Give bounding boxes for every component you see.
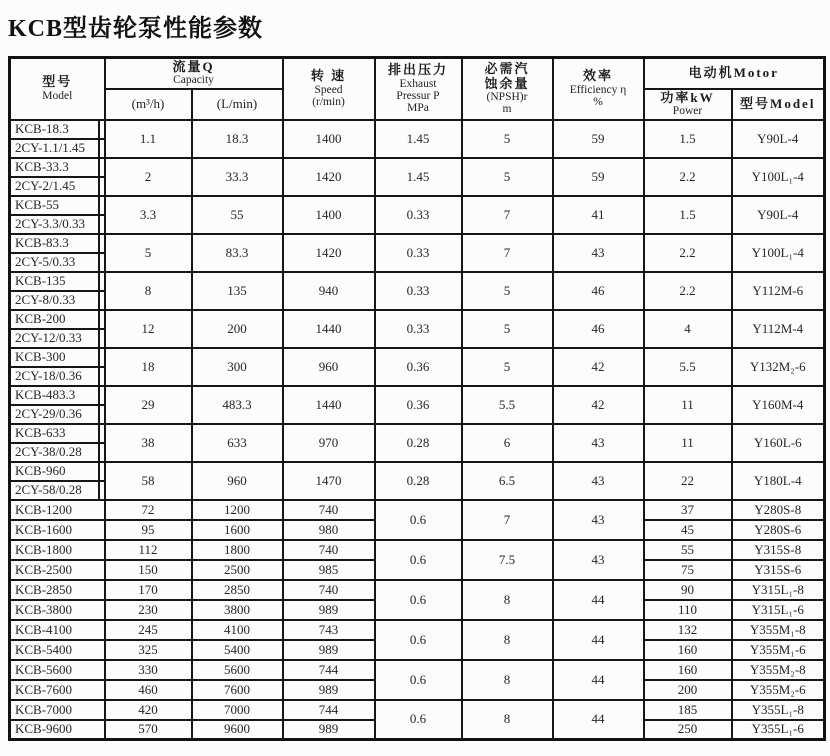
pump-row (10, 700, 825, 720)
cell-efficiency: 46 (553, 272, 644, 310)
cell-pressure: 0.6 (375, 500, 462, 540)
cell-flow-lmin: 2500 (192, 560, 283, 580)
cell-flow-lmin: 135 (192, 272, 283, 310)
cell-flow-lmin: 5600 (192, 660, 283, 680)
col-header-capacity (105, 58, 283, 89)
page-title: KCB型齿轮泵性能参数 (8, 16, 264, 42)
cell-pressure: 0.28 (375, 462, 462, 500)
cell-motor-model: Y315S-6 (732, 560, 825, 580)
table-body-top (10, 120, 825, 500)
cell-flow-m3h: 29 (105, 386, 192, 424)
cell-motor-power: 45 (644, 520, 732, 540)
cell-efficiency: 43 (553, 462, 644, 500)
col-header-lmin (192, 89, 283, 120)
cell-motor-model: Y112M-4 (732, 310, 825, 348)
cell-flow-lmin: 4100 (192, 620, 283, 640)
cell-motor-power: 11 (644, 424, 732, 462)
pump-row (10, 500, 825, 520)
cell-flow-lmin: 200 (192, 310, 283, 348)
col-header-efficiency-zh: 效率 (582, 68, 613, 84)
cell-speed: 1420 (283, 158, 375, 196)
cell-speed: 980 (283, 520, 375, 540)
cell-model-kcb: KCB-633 (10, 424, 105, 443)
cell-npsh: 6.5 (462, 462, 553, 500)
cell-npsh: 8 (462, 700, 553, 740)
cell-flow-m3h: 150 (105, 560, 192, 580)
col-header-efficiency (553, 58, 644, 120)
cell-speed: 743 (283, 620, 375, 640)
cell-efficiency: 44 (553, 580, 644, 620)
cell-motor-model: Y100L₁-4 (732, 234, 825, 272)
pump-row (10, 386, 825, 405)
cell-efficiency: 59 (553, 158, 644, 196)
col-header-model (10, 58, 105, 120)
cell-motor-model: Y132M₂-6 (732, 348, 825, 386)
col-header-m3h-label: (m³/h) (131, 96, 165, 112)
cell-pressure: 0.33 (375, 234, 462, 272)
cell-motor-model: Y90L-4 (732, 196, 825, 234)
cell-speed: 1440 (283, 386, 375, 424)
cell-flow-m3h: 95 (105, 520, 192, 540)
cell-motor-model: Y355L₁-6 (732, 720, 825, 740)
cell-motor-power: 250 (644, 720, 732, 740)
cell-speed: 1440 (283, 310, 375, 348)
cell-speed: 989 (283, 720, 375, 740)
cell-motor-power: 55 (644, 540, 732, 560)
cell-flow-m3h: 325 (105, 640, 192, 660)
cell-speed: 989 (283, 600, 375, 620)
cell-flow-m3h: 170 (105, 580, 192, 600)
col-header-power-en: Power (672, 105, 703, 118)
cell-flow-lmin: 9600 (192, 720, 283, 740)
cell-flow-m3h: 72 (105, 500, 192, 520)
cell-pressure: 0.36 (375, 386, 462, 424)
cell-flow-m3h: 5 (105, 234, 192, 272)
cell-pressure: 0.36 (375, 348, 462, 386)
cell-model-2cy: 2CY-18/0.36 (10, 367, 105, 386)
cell-model-kcb: KCB-960 (10, 462, 105, 481)
pump-row (10, 310, 825, 329)
cell-flow-lmin: 18.3 (192, 120, 283, 158)
cell-pressure: 0.33 (375, 272, 462, 310)
table-header (10, 58, 825, 120)
cell-efficiency: 44 (553, 700, 644, 740)
cell-speed: 985 (283, 560, 375, 580)
pump-row (10, 120, 825, 139)
cell-motor-power: 37 (644, 500, 732, 520)
cell-flow-m3h: 570 (105, 720, 192, 740)
col-header-pressure-zh: 排出压力 (387, 62, 448, 78)
col-header-npsh-unit: m (502, 103, 512, 116)
cell-flow-lmin: 960 (192, 462, 283, 500)
cell-model-2cy: 2CY-29/0.36 (10, 405, 105, 424)
cell-speed: 744 (283, 660, 375, 680)
cell-npsh: 6 (462, 424, 553, 462)
cell-model-2cy: 2CY-12/0.33 (10, 329, 105, 348)
col-header-capacity-zh: 流量Q (172, 58, 215, 74)
cell-speed: 740 (283, 500, 375, 520)
cell-model-kcb: KCB-4100 (10, 620, 105, 640)
cell-pressure: 1.45 (375, 120, 462, 158)
cell-model-kcb: KCB-1800 (10, 540, 105, 560)
col-header-lmin-label: (L/min) (216, 96, 258, 112)
cell-flow-m3h: 18 (105, 348, 192, 386)
cell-motor-model: Y280S-6 (732, 520, 825, 540)
col-header-motor (644, 58, 825, 89)
cell-efficiency: 42 (553, 348, 644, 386)
cell-npsh: 8 (462, 660, 553, 700)
header-row-1 (10, 58, 825, 89)
cell-flow-lmin: 1600 (192, 520, 283, 540)
cell-model-2cy: 2CY-8/0.33 (10, 291, 105, 310)
col-header-speed-unit: (r/min) (312, 96, 345, 109)
cell-pressure: 0.6 (375, 580, 462, 620)
cell-npsh: 7 (462, 500, 553, 540)
cell-speed: 960 (283, 348, 375, 386)
cell-npsh: 7 (462, 234, 553, 272)
cell-speed: 740 (283, 580, 375, 600)
cell-npsh: 7 (462, 196, 553, 234)
cell-motor-power: 22 (644, 462, 732, 500)
cell-flow-m3h: 2 (105, 158, 192, 196)
cell-flow-lmin: 633 (192, 424, 283, 462)
cell-efficiency: 44 (553, 620, 644, 660)
pump-row (10, 424, 825, 443)
cell-model-kcb: KCB-33.3 (10, 158, 105, 177)
cell-motor-power: 75 (644, 560, 732, 580)
cell-pressure: 0.6 (375, 700, 462, 740)
cell-pressure: 0.33 (375, 310, 462, 348)
cell-npsh: 5 (462, 348, 553, 386)
cell-flow-lmin: 33.3 (192, 158, 283, 196)
col-header-speed-zh: 转 速 (310, 68, 347, 84)
cell-motor-model: Y315L₁-6 (732, 600, 825, 620)
cell-pressure: 0.6 (375, 660, 462, 700)
cell-model-kcb: KCB-2850 (10, 580, 105, 600)
cell-model-kcb: KCB-1200 (10, 500, 105, 520)
pump-row (10, 462, 825, 481)
cell-pressure: 0.6 (375, 620, 462, 660)
cell-flow-m3h: 38 (105, 424, 192, 462)
cell-motor-power: 1.5 (644, 196, 732, 234)
cell-efficiency: 59 (553, 120, 644, 158)
cell-flow-lmin: 3800 (192, 600, 283, 620)
pump-row (10, 620, 825, 640)
cell-flow-lmin: 1200 (192, 500, 283, 520)
pump-row (10, 234, 825, 253)
cell-flow-lmin: 7000 (192, 700, 283, 720)
cell-model-2cy: 2CY-2/1.45 (10, 177, 105, 196)
cell-motor-power: 160 (644, 660, 732, 680)
cell-efficiency: 46 (553, 310, 644, 348)
cell-model-kcb: KCB-9600 (10, 720, 105, 740)
cell-flow-m3h: 330 (105, 660, 192, 680)
cell-model-kcb: KCB-200 (10, 310, 105, 329)
cell-model-kcb: KCB-18.3 (10, 120, 105, 139)
cell-flow-m3h: 230 (105, 600, 192, 620)
cell-motor-power: 4 (644, 310, 732, 348)
cell-motor-power: 200 (644, 680, 732, 700)
pump-row (10, 158, 825, 177)
cell-flow-m3h: 460 (105, 680, 192, 700)
cell-model-kcb: KCB-7000 (10, 700, 105, 720)
cell-flow-m3h: 245 (105, 620, 192, 640)
cell-pressure: 0.6 (375, 540, 462, 580)
col-header-npsh-zh1: 必需汽 (484, 61, 530, 77)
cell-flow-lmin: 2850 (192, 580, 283, 600)
col-header-capacity-en: Capacity (173, 74, 214, 87)
col-header-efficiency-en: Efficiency η (569, 83, 627, 96)
cell-efficiency: 43 (553, 424, 644, 462)
cell-speed: 1400 (283, 196, 375, 234)
cell-npsh: 8 (462, 580, 553, 620)
cell-npsh: 5 (462, 310, 553, 348)
cell-motor-model: Y160L-6 (732, 424, 825, 462)
col-header-motor-zh: 电动机Motor (688, 64, 779, 80)
cell-motor-model: Y355M₁-6 (732, 640, 825, 660)
cell-motor-power: 2.2 (644, 158, 732, 196)
cell-motor-model: Y180L-4 (732, 462, 825, 500)
cell-model-2cy: 2CY-38/0.28 (10, 443, 105, 462)
cell-model-kcb: KCB-83.3 (10, 234, 105, 253)
cell-pressure: 0.33 (375, 196, 462, 234)
cell-flow-m3h: 12 (105, 310, 192, 348)
cell-motor-power: 5.5 (644, 348, 732, 386)
col-header-speed (283, 58, 375, 120)
cell-flow-m3h: 1.1 (105, 120, 192, 158)
table-body-bottom (10, 500, 825, 740)
cell-speed: 1470 (283, 462, 375, 500)
col-header-pressure-unit: MPa (407, 102, 429, 115)
cell-flow-lmin: 1800 (192, 540, 283, 560)
cell-efficiency: 43 (553, 540, 644, 580)
cell-motor-power: 1.5 (644, 120, 732, 158)
cell-model-kcb: KCB-2500 (10, 560, 105, 580)
cell-motor-model: Y315L₁-8 (732, 580, 825, 600)
col-header-power (644, 89, 732, 120)
cell-speed: 1420 (283, 234, 375, 272)
col-header-efficiency-unit: % (593, 96, 603, 109)
cell-model-2cy: 2CY-3.3/0.33 (10, 215, 105, 234)
cell-flow-m3h: 8 (105, 272, 192, 310)
cell-model-kcb: KCB-5400 (10, 640, 105, 660)
cell-model-kcb: KCB-55 (10, 196, 105, 215)
cell-motor-model: Y280S-8 (732, 500, 825, 520)
pump-row (10, 272, 825, 291)
cell-speed: 989 (283, 640, 375, 660)
cell-npsh: 5 (462, 120, 553, 158)
cell-motor-power: 11 (644, 386, 732, 424)
cell-efficiency: 42 (553, 386, 644, 424)
cell-speed: 1400 (283, 120, 375, 158)
cell-model-kcb: KCB-5600 (10, 660, 105, 680)
cell-motor-power: 2.2 (644, 234, 732, 272)
cell-pressure: 0.28 (375, 424, 462, 462)
col-header-pressure-en1: Exhaust (399, 77, 437, 90)
cell-motor-model: Y355M₁-8 (732, 620, 825, 640)
cell-speed: 940 (283, 272, 375, 310)
cell-motor-model: Y100L₁-4 (732, 158, 825, 196)
col-header-pressure-en2: Pressur P (396, 89, 440, 102)
cell-flow-lmin: 300 (192, 348, 283, 386)
col-header-pressure (375, 58, 462, 120)
cell-motor-model: Y355M₂-6 (732, 680, 825, 700)
cell-flow-lmin: 483.3 (192, 386, 283, 424)
cell-speed: 744 (283, 700, 375, 720)
col-header-npsh-zh2: 蚀余量 (484, 75, 530, 91)
cell-flow-lmin: 5400 (192, 640, 283, 660)
pump-row (10, 540, 825, 560)
col-header-m3h (105, 89, 192, 120)
cell-model-2cy: 2CY-1.1/1.45 (10, 139, 105, 158)
cell-motor-power: 185 (644, 700, 732, 720)
cell-model-kcb: KCB-300 (10, 348, 105, 367)
cell-speed: 970 (283, 424, 375, 462)
cell-model-kcb: KCB-135 (10, 272, 105, 291)
cell-flow-lmin: 55 (192, 196, 283, 234)
cell-motor-model: Y90L-4 (732, 120, 825, 158)
cell-efficiency: 41 (553, 196, 644, 234)
cell-flow-lmin: 7600 (192, 680, 283, 700)
pump-row (10, 348, 825, 367)
cell-pressure: 1.45 (375, 158, 462, 196)
cell-npsh: 5 (462, 158, 553, 196)
cell-model-kcb: KCB-7600 (10, 680, 105, 700)
cell-efficiency: 43 (553, 234, 644, 272)
col-header-npsh-en: (NPSH)r (486, 91, 528, 104)
cell-motor-model: Y355M₂-8 (732, 660, 825, 680)
pump-row (10, 580, 825, 600)
cell-motor-model: Y355L₁-8 (732, 700, 825, 720)
cell-flow-m3h: 420 (105, 700, 192, 720)
pump-row (10, 196, 825, 215)
cell-npsh: 5 (462, 272, 553, 310)
cell-speed: 989 (283, 680, 375, 700)
col-header-motor-model-label: 型号Model (740, 95, 816, 111)
cell-flow-lmin: 83.3 (192, 234, 283, 272)
cell-flow-m3h: 58 (105, 462, 192, 500)
cell-npsh: 8 (462, 620, 553, 660)
cell-motor-power: 132 (644, 620, 732, 640)
cell-motor-power: 2.2 (644, 272, 732, 310)
cell-motor-model: Y112M-6 (732, 272, 825, 310)
col-header-model-zh: 型号 (42, 74, 73, 90)
pump-row (10, 660, 825, 680)
cell-speed: 740 (283, 540, 375, 560)
cell-model-2cy: 2CY-58/0.28 (10, 481, 105, 500)
col-header-motor-model (732, 89, 825, 120)
cell-model-kcb: KCB-1600 (10, 520, 105, 540)
col-header-power-zh: 功率kW (660, 89, 715, 105)
cell-motor-model: Y315S-8 (732, 540, 825, 560)
cell-model-kcb: KCB-483.3 (10, 386, 105, 405)
cell-motor-power: 160 (644, 640, 732, 660)
cell-flow-m3h: 3.3 (105, 196, 192, 234)
col-header-model-en: Model (42, 89, 73, 102)
cell-npsh: 5.5 (462, 386, 553, 424)
cell-motor-power: 90 (644, 580, 732, 600)
cell-model-2cy: 2CY-5/0.33 (10, 253, 105, 272)
cell-motor-model: Y160M-4 (732, 386, 825, 424)
col-header-speed-en: Speed (314, 83, 343, 96)
cell-motor-power: 110 (644, 600, 732, 620)
col-header-npsh (462, 58, 553, 120)
cell-npsh: 7.5 (462, 540, 553, 580)
cell-efficiency: 43 (553, 500, 644, 540)
pump-performance-table (8, 56, 826, 741)
cell-flow-m3h: 112 (105, 540, 192, 560)
cell-efficiency: 44 (553, 660, 644, 700)
cell-model-kcb: KCB-3800 (10, 600, 105, 620)
